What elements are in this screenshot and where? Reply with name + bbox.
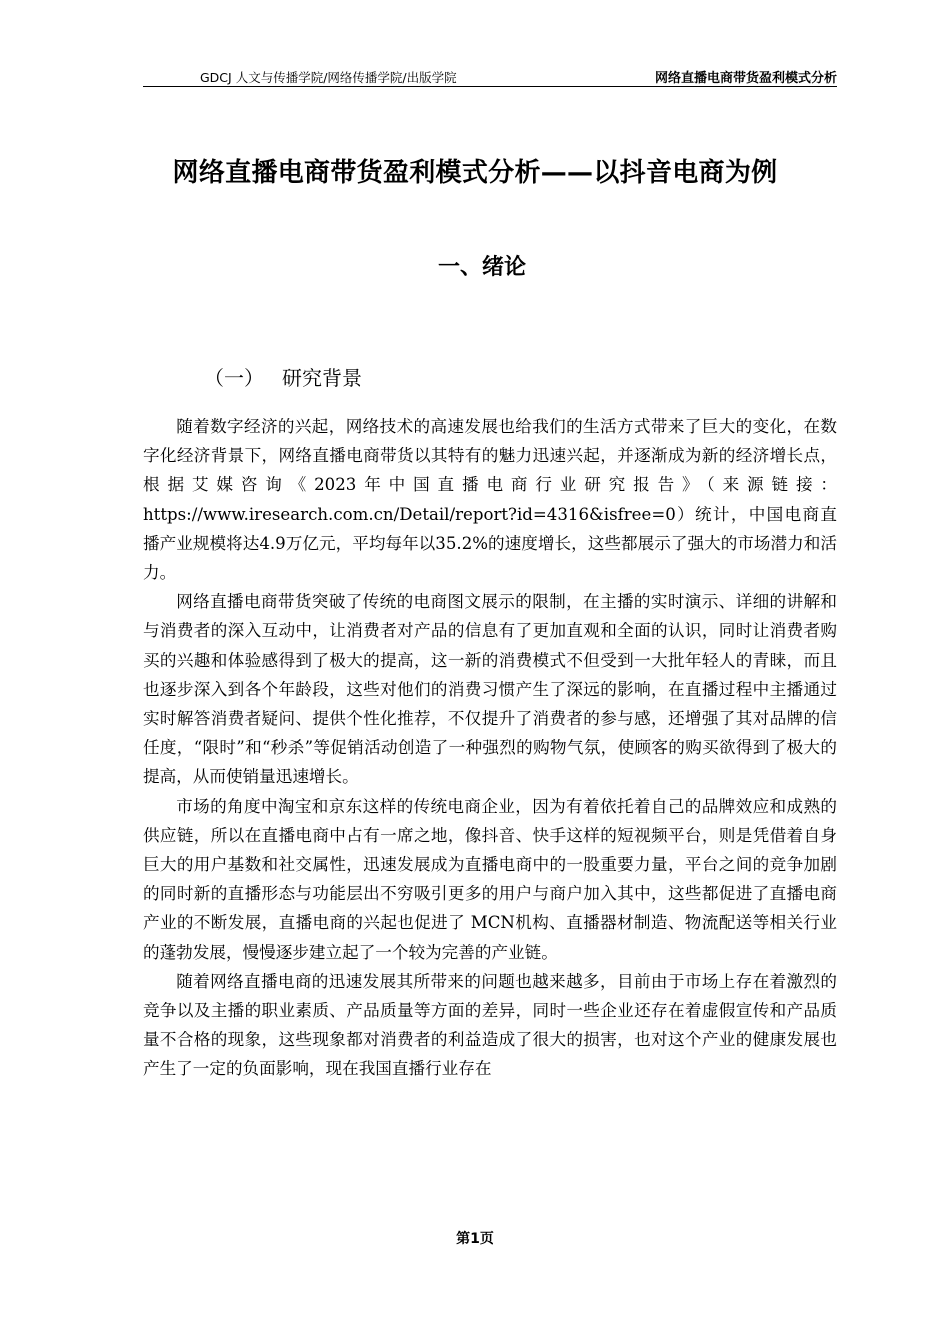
section-title-text: 研究背景: [282, 366, 362, 390]
paragraph: 网络直播电商带货突破了传统的电商图文展示的限制，在主播的实时演示、详细的讲解和与消费者的深入互动中，让消费者对产品的信息有了更加直观和全面的认识，同时让消费者购买的兴趣和体验感得到了极大的提高，这一新的消费模式不但受到一大批年轻人的青睐，而且也逐步深入到各个年龄段，这些对他们的消费习惯产生了深远的影响，在直播过程中主播通过实时解答消费者疑问、提供个性化推荐，不仅提升了消费者的参与感，还增强了其对品牌的信任度，“限时”和“秒杀”等促销活动创造了一种强烈的购物气氛，使顾客的购买欲得到了极大的提高，从而使销量迅速增长。: [143, 592, 837, 787]
page-header: [143, 66, 837, 87]
page-number: 第1页: [456, 1231, 494, 1247]
document-title: 网络直播电商带货盈利模式分析——以抖音电商为例: [172, 158, 778, 188]
paragraph: 市场的角度中淘宝和京东这样的传统电商企业，因为有着依托着自己的品牌效应和成熟的供应链，所以在直播电商中占有一席之地，像抖音、快手这样的短视频平台，则是凭借着自身巨大的用户基数和社交属性，迅速发展成为直播电商中的一股重要力量，平台之间的竞争加剧的同时新的直播形态与功能层出不穷吸引更多的用户与商户加入其中，这些都促进了直播电商产业的不断发展，直播电商的兴起也促进了 MCN机构、直播器材制造、物流配送等相关行业的蓬勃发展，慢慢逐步建立起了一个较为完善的产业链。: [143, 796, 837, 962]
chapter-heading: 一、绪论: [438, 255, 527, 280]
paragraph: 随着数字经济的兴起，网络技术的高速发展也给我们的生活方式带来了巨大的变化，在数字化经济背景下，网络直播电商带货以其特有的魅力迅速兴起，并逐渐成为新的经济增长点，根据艾媒咨询《2023年中国直播电商行业研究报告》（来源链接：https://www.iresearch.com.cn/Detail/report?id=4316&isfree=0）统计，中国电商直播产业规模将达4.9万亿元，平均每年以35.2%的速度增长，这些都展示了强大的市场潜力和活力。: [143, 417, 837, 583]
section-heading: [204, 362, 362, 391]
section-number: （一）: [204, 366, 264, 390]
header-doc-title: 网络直播电商带货盈利模式分析: [654, 71, 837, 86]
header-institution: GDCJ 人文与传播学院/网络传播学院/出版学院: [200, 70, 457, 85]
paragraph: 随着网络直播电商的迅速发展其所带来的问题也越来越多，目前由于市场上存在着激烈的竞争以及主播的职业素质、产品质量等方面的差异，同时一些企业还存在着虚假宣传和产品质量不合格的现象，这些现象都对消费者的利益造成了很大的损害，也对这个产业的健康发展也产生了一定的负面影响，现在我国直播行业存在: [143, 971, 837, 1079]
body-text: [143, 412, 837, 1084]
